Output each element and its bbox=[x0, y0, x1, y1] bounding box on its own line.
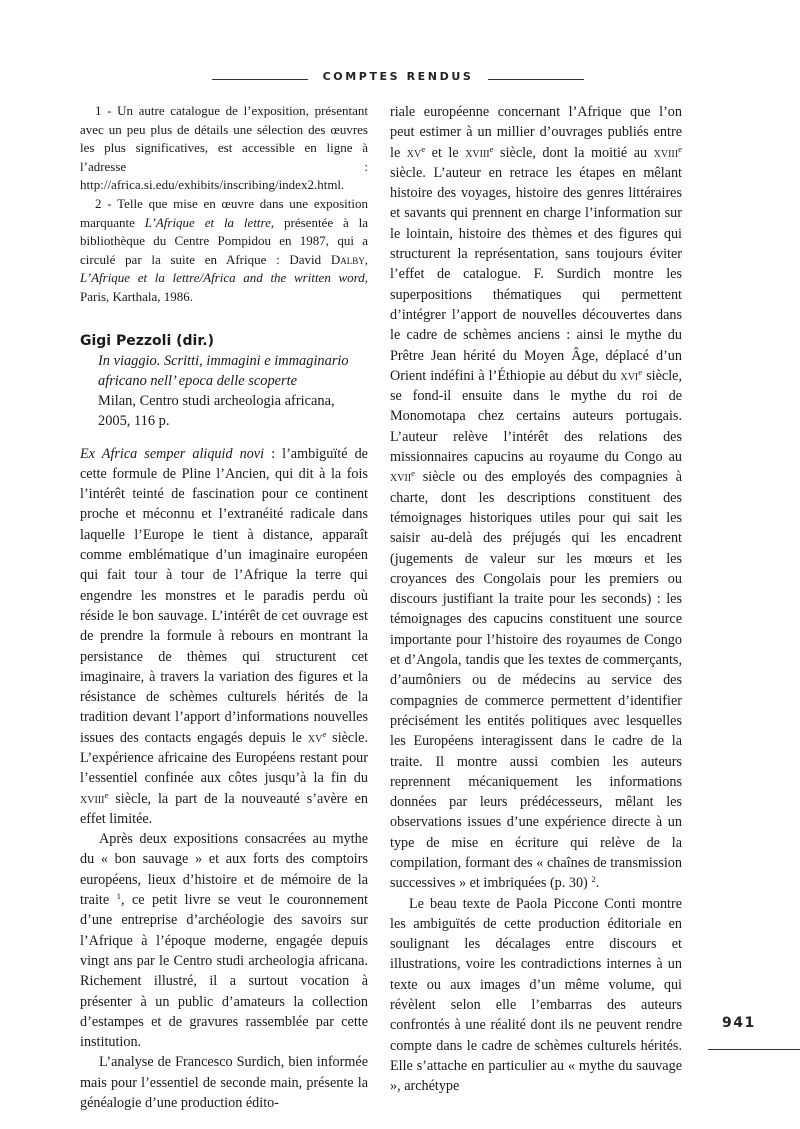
footnote-2: 2 - Telle que mise en œuvre dans une exposition marquante L’Afrique et la lettre, présentée à la bibliothèque du Centre Pompidou en 1987, qui a circulé par la suite en Afrique : David Dalby, L’Afrique et la lettre/Africa and the written word, Paris, Karthala, 1986. bbox=[80, 195, 368, 304]
small-caps-text: xviii bbox=[465, 144, 490, 161]
superscript: 1 bbox=[116, 891, 121, 902]
page-number: 941 bbox=[722, 1015, 756, 1031]
superscript: e bbox=[322, 728, 327, 739]
running-header bbox=[0, 70, 800, 90]
header-rule-right bbox=[488, 79, 584, 80]
italic-text: Ex Africa semper aliquid novi bbox=[80, 445, 265, 462]
superscript: e bbox=[638, 367, 643, 378]
paragraph: Le beau texte de Paola Piccone Conti montre les ambiguïtés de cette production éditoriale en soulignant les décalages entre discours et illustrations, voire les contradictions internes à un texte ou aux images d’un même volume, qui révèlent selon elle l’embarras des auteurs confrontés à une réalité dont ils ne peuvent rendre compte dans le cadre de schèmes culturels hérités. Elle s’attache en particulier au « mythe du sauvage », archétype bbox=[390, 895, 682, 1095]
superscript: 2 bbox=[591, 874, 596, 885]
book-author: Gigi Pezzoli (dir.) bbox=[80, 332, 214, 349]
small-caps-text: xvii bbox=[390, 469, 412, 486]
italic-text: L’Afrique et la lettre bbox=[144, 214, 271, 230]
left-column bbox=[80, 102, 368, 1113]
running-header-title: COMPTES RENDUS bbox=[322, 70, 474, 83]
paragraph: L’analyse de Francesco Surdich, bien informée mais pour l’essentiel de seconde main, présente la généalogie d’une production édito- bbox=[80, 1054, 368, 1112]
small-caps-text: xviii bbox=[80, 790, 105, 807]
footnote-1: 1 - Un autre catalogue de l’exposition, présentant avec un peu plus de détails une sélection des œuvres les plus significatives, est accessible en ligne à l’adresse : http://africa.si.edu/exhibits/inscribing/index2.html. bbox=[80, 103, 368, 193]
superscript: e bbox=[489, 143, 494, 154]
book-publisher: Milan, Centro studi archeologia africana, 2005, 116 p. bbox=[98, 393, 335, 430]
small-caps-text: Dalby bbox=[330, 251, 365, 267]
book-reference bbox=[80, 331, 368, 432]
small-caps-text: xv bbox=[307, 729, 323, 746]
small-caps-text: xv bbox=[406, 144, 422, 161]
page-number-box bbox=[708, 1015, 800, 1061]
right-column bbox=[390, 102, 682, 1097]
paragraph: Ex Africa semper aliquid novi : l’ambiguïté de cette formule de Pline l’Ancien, qui dit à la fois l’intérêt teinté de fascination pour ce continent proche et méconnu et l’extranéité radicale dans laquelle l’Europe le tient à distance, apparaît comme emblématique d’un imaginaire européen qui fait tour à tour de l’Afrique la terre qui engendre les monstres et le paradis perdu où réside le bon sauvage. L’intérêt de cet ouvrage est de prendre la formule à rebours en montrant la persistance de thèmes qui structurent cet imaginaire, à travers la variation des figures et la résistance de schèmes culturels hérités de la tradition devant l’apport d’informations nouvelles issues des contacts engagés depuis le $xv^e$ siècle. L’expérience africaine des Européens restant pour l’essentiel confinée aux côtes jusqu’à la fin du xviii$^e$ siècle, la part de la nouveauté s’avère en effet limitée. bbox=[80, 445, 369, 827]
header-rule-left bbox=[212, 79, 308, 80]
italic-text: L’Afrique et la lettre/Africa and the written word bbox=[80, 270, 365, 286]
superscript: e bbox=[411, 468, 416, 479]
small-caps-text: xviii bbox=[653, 144, 679, 161]
small-caps-text: xvi bbox=[620, 367, 639, 384]
superscript: e bbox=[678, 143, 682, 154]
superscript: e bbox=[104, 789, 109, 800]
book-title: In viaggio. Scritti, immagini e immaginario africano nell’ epoca delle scoperte bbox=[98, 352, 349, 389]
paragraph: Après deux expositions consacrées au mythe du « bon sauvage » et aux forts des comptoirs européens, lieux d’histoire et de mémoire de la traite $^1$, ce petit livre se veut le couronnement d’une entreprise d’archéologie des savoirs sur l’Afrique à l’époque moderne, engagée depuis vingt ans par le Centro studi archeologia africana. Richement illustré, il a surtout vocation à présenter à un public d’amateurs la collection d’estampes et de gravures rassemblée par cette institution. bbox=[80, 831, 368, 1051]
superscript: e bbox=[421, 143, 426, 154]
paragraph: riale européenne concernant l’Afrique que l’on peut estimer à un millier d’ouvrages publiés entre le $xv^e$ et le xviii$^e$ siècle, dont la moitié au xviii$^e$ siècle. L’auteur en retrace les étapes en mêlant histoire des voyages, histoire des genres littéraires et savants qui prennent en charge l’information sur le lointain, histoire des thèmes et des figures qui structurent la représentation, sans toujours éviter l’effet de catalogue. F. Surdich montre les superpositions thématiques qui permettent d’intégrer l’apport de nouvelles découvertes dans le cadre de schèmes anciens : ainsi le mythe du Prêtre Jean hérité du Moyen Âge, déplacé d’un Orient indéfini à l’Éthiopie au début du xvi$^e$ siècle, se fond-il ensuite dans le mythe du roi de Monomotapa chez certains auteurs portugais. L’auteur relève l’intérêt des relations des missionnaires capucins au royaume du Congo au xvii$^e$ siècle ou des employés des compagnies à charte, dont les descriptions constituent des témoignages historiques utiles pour qui sait les saisir au-delà des préjugés qui les encadrent (jugements de valeur sur les mœurs et les croyances des Congolais pour les premiers ou discours justifiant la traite pour les seconds) : les témoignages des capucins constituent une source importante pour l’histoire des royaumes de Congo et d’Angola, tandis que les textes de commerçants, d’aumôniers ou de médecins au service des compagnies de commerce permettent d’identifier précisément les entités politiques avec lesquelles les Européens interagissent dans le cadre de la traite. Il montre aussi combien les auteurs reprennent mécaniquement les informations données par leurs prédécesseurs, mêlant les observations issues d’une expérience directe à un type de mise en écriture qui relève de la compilation, formant des « chaînes de transmission successives » et imbriquées (p. 30) $^2$. bbox=[390, 104, 682, 892]
page-number-rule bbox=[708, 1049, 800, 1050]
